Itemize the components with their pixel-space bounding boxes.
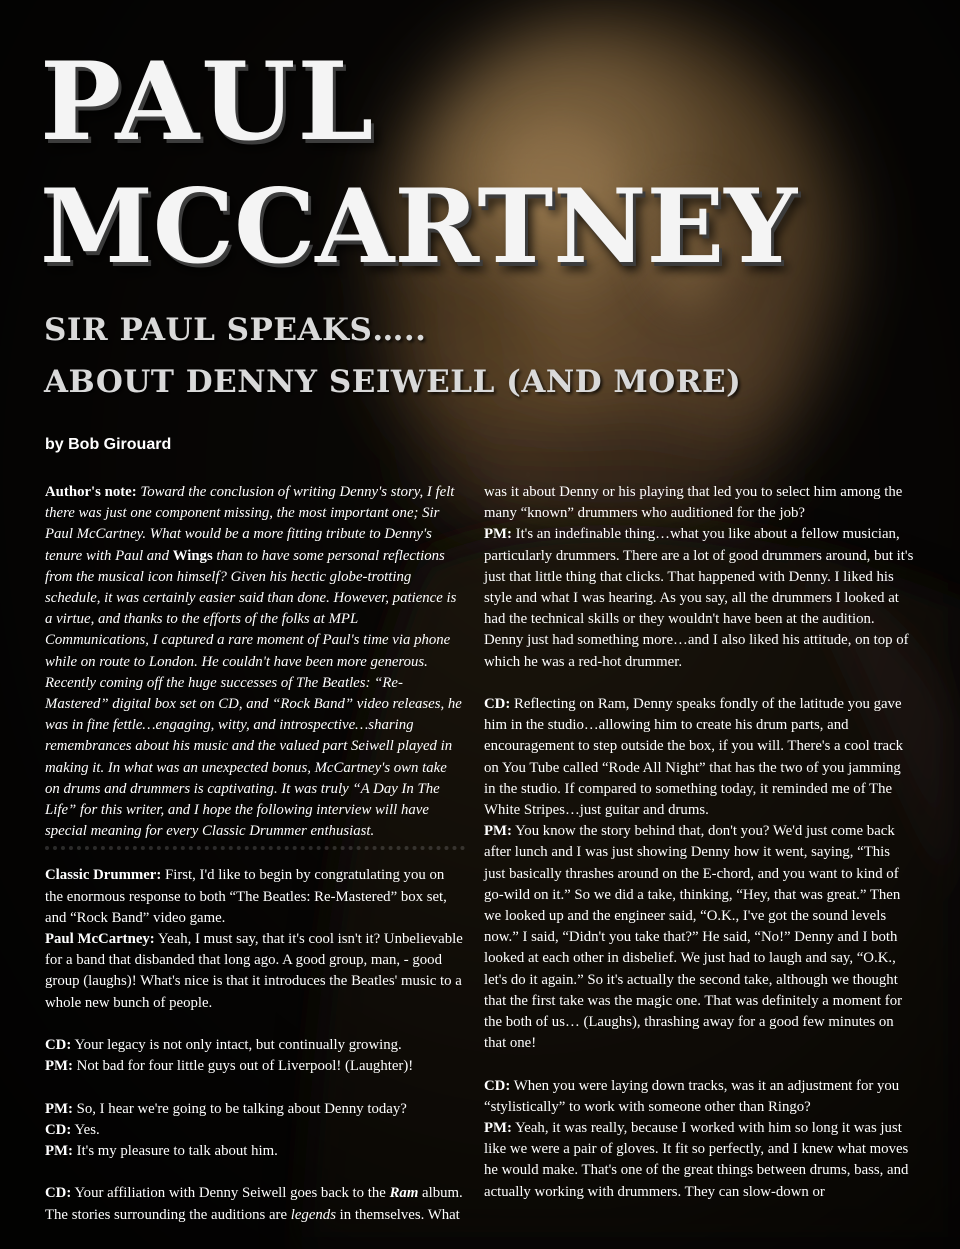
paragraph-gap [45, 1162, 465, 1183]
authors-note-label: Author's note: [45, 484, 137, 500]
title-mccartney: MCCARTNEY [40, 167, 798, 287]
interview-text: Reflecting on Ram, Denny speaks fondly of the latitude you gave him in the studio…allowing him to create his drum parts, and encouragement to step outside the box, if you will. There's a cool track on You Tube called “Rode All Night” that has the two of you jamming in the studio. If compared to something today, it reminded me of The White Stripes…just guitar and drums. [484, 696, 904, 819]
interview-paragraph [45, 865, 465, 929]
authors-note [45, 482, 465, 842]
speaker-label: PM: [484, 1120, 512, 1137]
interview-paragraph [45, 1035, 465, 1056]
subtitle-line-1: SIR PAUL SPEAKS….. [44, 312, 427, 348]
interview-text: First, I'd like to begin by congratulating you on the enormous response to both “The Beatles: Re-Mastered” box set, and “Rock Band” video game. [45, 867, 447, 926]
paragraph-gap [45, 1077, 465, 1098]
interview-text: Yeah, it was really, because I worked with him so long it was just like we were a pair of gloves. It fit so perfectly, and I knew what moves he would make. That's one of the great things between drums, bass, and actually working with drummers. They can slow-down or [484, 1120, 909, 1200]
authors-note-wings: Wings [172, 547, 213, 564]
interview-paragraph [484, 1118, 914, 1203]
interview-text: Your legacy is not only intact, but continually growing. [74, 1037, 402, 1054]
speaker-label: CD: [45, 1185, 72, 1202]
interview-paragraph [45, 929, 465, 1014]
interview-text: Yeah, I must say, that it's cool isn't it? Unbelievable for a band that disbanded that long ago. A good group, man, - good group (laughs)! What's nice is that it introduces the Beatles' music to a whole new bunch of people. [45, 931, 463, 1011]
interview-text: Not bad for four little guys out of Liverpool! (Laughter)! [76, 1058, 414, 1075]
paragraph-gap [484, 1054, 914, 1075]
left-column [45, 482, 465, 1226]
interview-paragraph [45, 1183, 465, 1225]
album-ram: Ram [389, 1185, 419, 1202]
interview-paragraph [45, 1141, 465, 1162]
paragraph-gap [45, 1014, 465, 1035]
interview-paragraph [45, 1099, 465, 1120]
subtitle-line-2: ABOUT DENNY SEIWELL (AND MORE) [44, 364, 742, 400]
speaker-label: Classic Drummer: [45, 867, 162, 884]
interview-text: When you were laying down tracks, was it an adjustment for you “stylistically” to work with someone other than Ringo? [484, 1077, 900, 1115]
interview-text: album. The stories surrounding the auditions are [45, 1185, 463, 1223]
interview-text: It's my pleasure to talk about him. [76, 1143, 278, 1160]
byline: by Bob Girouard [45, 436, 172, 453]
dotted-separator [45, 846, 465, 850]
authors-note-text-2: than to have some personal reflections from the musical icon himself? Given his hectic globe-trotting schedule, it was certainly easier said than done. However, patience is a virtue, and thanks to the efforts of the folks at MPL Communications, I captured a rare moment of Paul's time via phone while on route to London. He couldn't have been more generous. Recently coming off the huge successes of The Beatles: “Re-Mastered” digital box set on CD, and “Rock Band” video releases, he was in fine fettle…engaging, witty, and introspective…sharing remembrances about his music and the valued part Seiwell played in making it. In what was an unexpected bonus, McCartney's own take on drums and drummers is captivating. It was truly “A Day In The Life” for this writer, and I hope the following interview will have special meaning for every Classic Drummer enthusiast. [45, 547, 462, 840]
interview-text: It's an indefinable thing…what you like about a fellow musician, particularly drummers. There are a lot of good drummers around, but it's just that little thing that clicks. That happened with Denny. I liked his style and what I was hearing. As you say, all the drummers I looked at had the technical skills or they wouldn't have been at the audition. Denny just had something more…and I also liked his attitude, on top of which he was a red-hot drummer. [484, 526, 914, 670]
speaker-label: CD: [484, 696, 511, 713]
speaker-label: PM: [45, 1100, 73, 1117]
authors-note-text-1: Toward the conclusion of writing Denny's story, I felt there was just one component missing, the most important one; Sir Paul McCartney. What would be a more fitting tribute to Denny's tenure with Paul and [45, 484, 455, 564]
speaker-label: PM: [45, 1143, 73, 1160]
title-paul: PAUL [40, 39, 376, 165]
right-column [484, 482, 914, 1203]
paragraph-gap [484, 673, 914, 694]
legends-word: legends [290, 1206, 336, 1223]
interview-text: in themselves. What [339, 1206, 460, 1223]
interview-paragraph [484, 821, 914, 1054]
interview-text: was it about Denny or his playing that led you to select him among the many “known” drummers who auditioned for the job? [484, 484, 903, 522]
interview-paragraph [484, 524, 914, 672]
speaker-label: CD: [484, 1077, 511, 1094]
interview-paragraph [484, 694, 914, 821]
speaker-label: PM: [45, 1058, 73, 1075]
speaker-label: Paul McCartney: [45, 931, 155, 948]
interview-text: You know the story behind that, don't you? We'd just come back after lunch and I was just showing Denny how it went, saying, “This just basically thrashes around on the E-chord, and you want to kind of go-wild on it.” So we did a take, thinking, “Hey, that was great.” Then we looked up and the engineer said, “O.K., I've got the sound levels now.” I said, “Didn't you take that?” He said, “No!” Denny and I both looked at each other in disbelief. We just had to laugh and say, “O.K., let's do it again.” So it's actually the second take, although we thought that the first take was the magic one. That was definitely a moment for the both of us… (Laughs), thrashing away for a good few minutes on that one! [484, 823, 903, 1052]
speaker-label: CD: [45, 1037, 72, 1054]
interview-paragraph [45, 1120, 465, 1141]
interview-paragraph [484, 1076, 914, 1118]
interview-paragraph [484, 482, 914, 524]
interview-text: Your affiliation with Denny Seiwell goes back to the [74, 1185, 386, 1202]
speaker-label: PM: [484, 823, 512, 840]
interview-text: So, I hear we're going to be talking about Denny today? [76, 1100, 407, 1117]
speaker-label: PM: [484, 526, 512, 543]
speaker-label: CD: [45, 1121, 72, 1138]
interview-paragraph [45, 1056, 465, 1077]
interview-text: Yes. [74, 1121, 100, 1138]
